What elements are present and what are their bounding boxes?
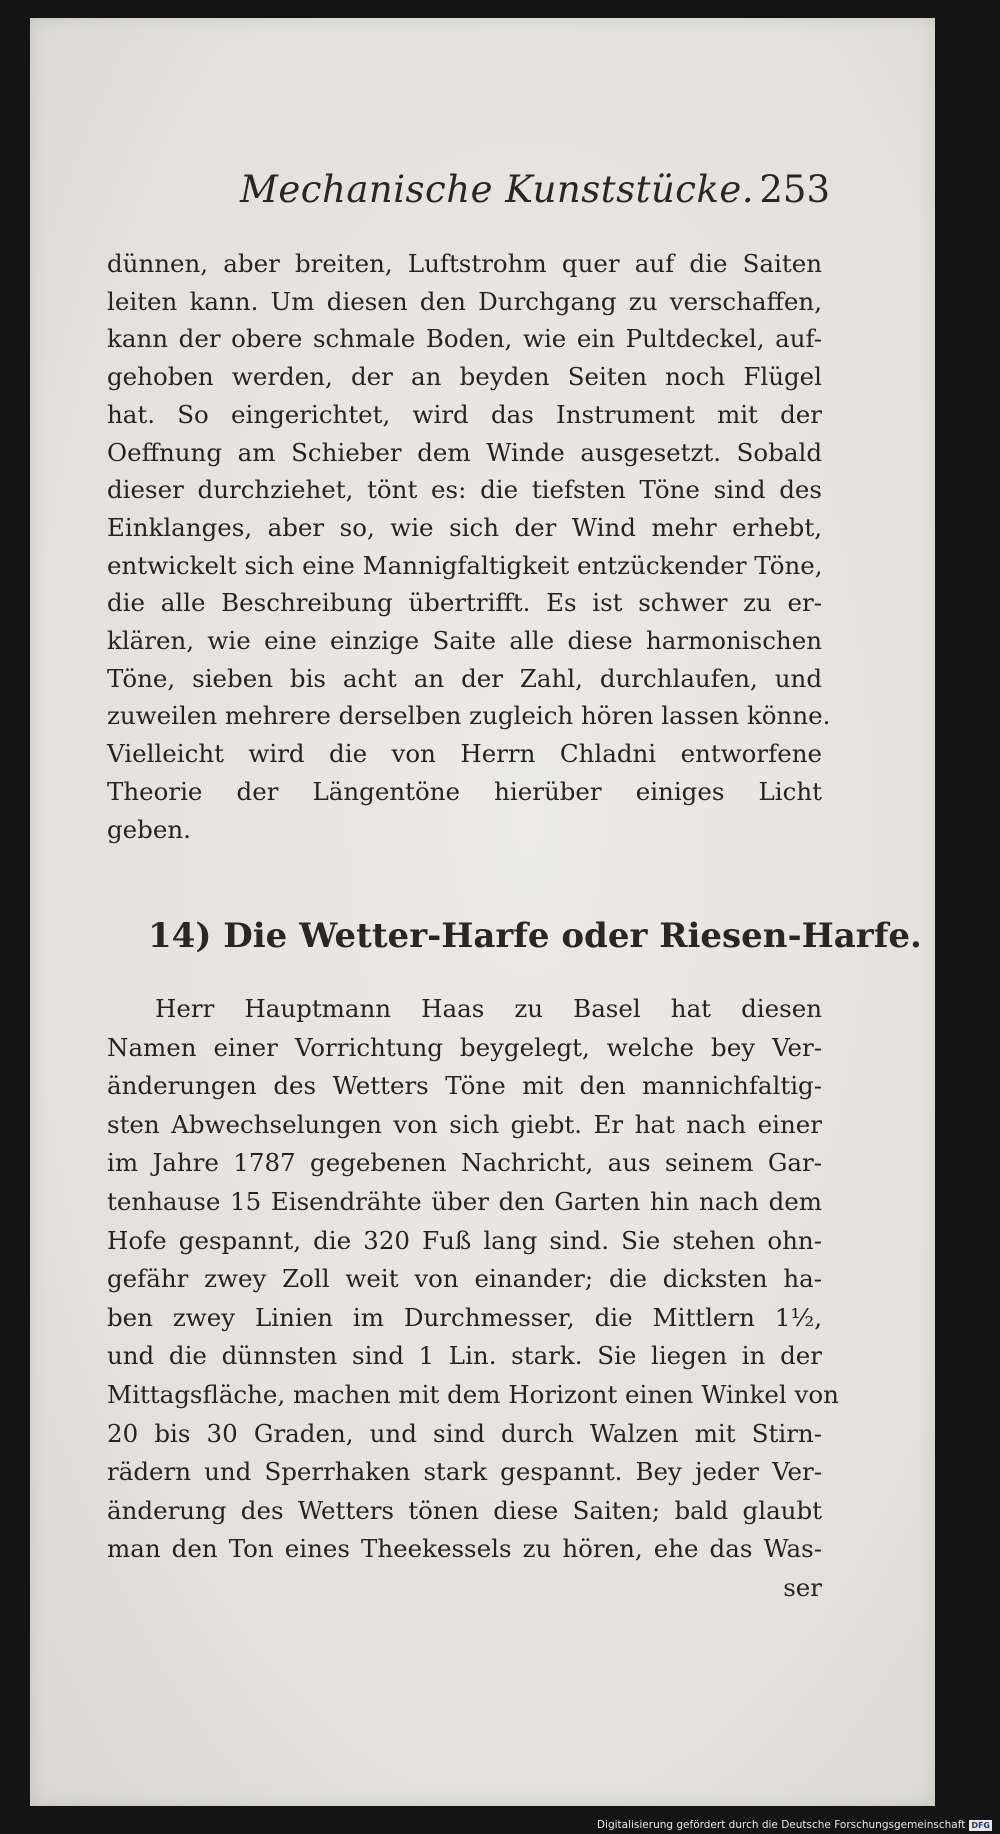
text-line: die alle Beschreibung übertrifft. Es ist schwer zu er- [107,588,822,618]
footer-credit [597,1819,992,1831]
text-line: Töne, sieben bis acht an der Zahl, durchlaufen, und [107,663,822,693]
paragraph-2 [107,990,839,1608]
catchword: ser [783,1572,822,1602]
text-line: hat. So eingerichtet, wird das Instrument mit der [107,399,822,429]
text-line: klären, wie eine einzige Saite alle diese harmonischen [107,626,822,656]
text-line: änderung des Wetters tönen diese Saiten; bald glaubt [107,1495,822,1525]
text-line: Hofe gespannt, die 320 Fuß lang sind. Sie stehen ohn- [107,1225,822,1255]
text-line: gefähr zwey Zoll weit von einander; die dicksten ha- [107,1264,822,1294]
text-line: Oeffnung am Schieber dem Winde ausgesetzt. Sobald [107,437,822,467]
text-line: gehoben werden, der an beyden Seiten noch Flügel [107,362,822,392]
text-line: im Jahre 1787 gegebenen Nachricht, aus seinem Gar- [107,1148,822,1178]
text-line: und die dünnsten sind 1 Lin. stark. Sie liegen in der [107,1341,822,1371]
running-head [240,168,830,211]
text-line: leiten kann. Um diesen den Durchgang zu verschaffen, [107,286,822,316]
section-heading: 14) Die Wetter-Harfe oder Riesen-Harfe. [148,916,922,956]
dfg-logo-icon: DFG [971,1820,990,1830]
text-line: sten Abwechselungen von sich giebt. Er hat nach einer [107,1109,822,1139]
text-line: 20 bis 30 Graden, und sind durch Walzen mit Stirn- [107,1418,822,1448]
text-line: ben zwey Linien im Durchmesser, die Mittlern 1½, [107,1302,822,1332]
text-line: tenhause 15 Eisendrähte über den Garten hin nach dem [107,1186,822,1216]
text-line: dieser durchziehet, tönt es: die tiefsten Töne sind des [107,475,822,505]
text-line: änderungen des Wetters Töne mit den mannichfaltig- [107,1071,822,1101]
text-line: Namen einer Vorrichtung beygelegt, welche bey Ver- [107,1032,822,1062]
text-line: Mittagsfläche, machen mit dem Horizont einen Winkel von [107,1379,839,1409]
text-line: Vielleicht wird die von Herrn Chladni entworfene [107,739,822,769]
paragraph-1 [107,245,831,848]
text-line: rädern und Sperrhaken stark gespannt. Bey jeder Ver- [107,1457,822,1487]
text-line: dünnen, aber breiten, Luftstrohm quer auf die Saiten [107,249,822,278]
text-line: man den Ton eines Theekessels zu hören, ehe das Was- [107,1534,822,1564]
scanned-page [30,18,935,1806]
text-line: kann der obere schmale Boden, wie ein Pultdeckel, auf- [107,324,822,354]
page-number: 253 [759,168,830,211]
text-line: Herr Hauptmann Haas zu Basel hat diesen [155,994,822,1023]
running-title: Mechanische Kunststücke. [240,168,755,211]
text-line: zuweilen mehrere derselben zugleich hören lassen könne. [107,701,831,731]
text-line: Theorie der Längentöne hierüber einiges Licht [107,776,822,806]
text-line: entwickelt sich eine Mannigfaltigkeit entzückender Töne, [107,550,823,580]
text-line: Einklanges, aber so, wie sich der Wind mehr erhebt, [107,512,822,542]
credit-text: Digitalisierung gefördert durch die Deutsche Forschungsgemeinschaft [596,1819,966,1831]
text-line: geben. [107,814,191,844]
